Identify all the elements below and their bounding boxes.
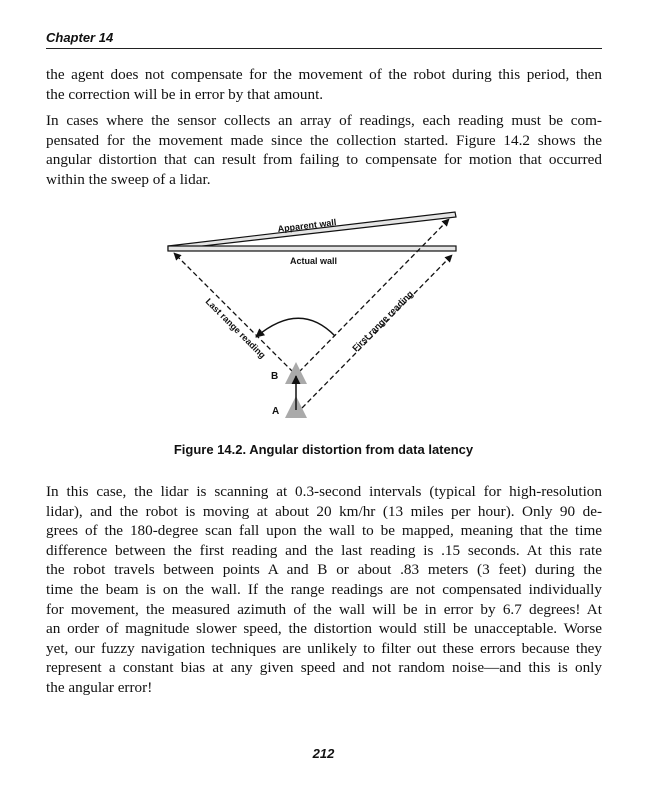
actual-wall-label: Actual wall <box>290 256 338 266</box>
text-line: for movement, the measured azimuth of the wall will be in error by 6.7 degrees! At <box>46 600 602 618</box>
text-line: time the beam is on the wall. If the range readings are not compensated individually <box>46 580 602 598</box>
text-line: pensated for the movement made since the collection started. Figure 14.2 shows the <box>46 131 602 149</box>
page-number: 212 <box>312 746 335 761</box>
text-line: angular distortion that can result from failing to compensate for motion that occurred <box>46 151 602 169</box>
text-line: grees of the 180-degree scan fall upon the wall to be mapped, meaning that the time <box>46 522 602 540</box>
figure-caption: Figure 14.2. Angular distortion from data latency <box>173 442 474 457</box>
text-line: In this case, the lidar is scanning at 0.3-second intervals (typical for high-resolution <box>46 483 602 500</box>
chapter-header: Chapter 14 <box>46 30 114 45</box>
last-reading-label: Last range reading <box>203 296 268 361</box>
apparent-wall <box>168 212 456 250</box>
last-reading-line <box>174 253 293 372</box>
actual-wall <box>168 246 456 251</box>
text-line: represent a constant bias at any given speed and not random noise—and this is only <box>46 659 602 677</box>
text-line: the angular error! <box>46 678 153 696</box>
sweep-arc <box>256 318 335 337</box>
apparent-wall-label: Apparent wall <box>277 217 337 234</box>
text-line: within the sweep of a lidar. <box>46 170 211 188</box>
text-line: lidar), and the robot is moving at about 20 km/hr (13 miles per hour). Only 90 de- <box>46 502 602 520</box>
point-a-label: A <box>272 406 280 417</box>
paragraph-3 <box>46 482 602 698</box>
text-line: In cases where the sensor collects an array of readings, each reading must be com- <box>46 112 602 129</box>
text-line: the robot travels between points A and B or about .83 meters (3 feet) during the <box>46 561 602 579</box>
text-line: the correction will be in error by that amount. <box>46 85 324 103</box>
text-line: the agent does not compensate for the movement of the robot during this period, then <box>46 66 602 83</box>
text-line: yet, our fuzzy navigation techniques are unlikely to filter out these errors because they <box>46 639 602 657</box>
apparent-first-reading-line <box>299 219 449 372</box>
text-line: difference between the first reading and the last reading is .15 seconds. At this rate <box>46 541 602 559</box>
point-b-label: B <box>271 371 279 382</box>
text-line: an order of magnitude slower speed, the distortion would still be unacceptable. Worse <box>46 620 602 638</box>
first-reading-label: First range reading <box>350 288 416 354</box>
